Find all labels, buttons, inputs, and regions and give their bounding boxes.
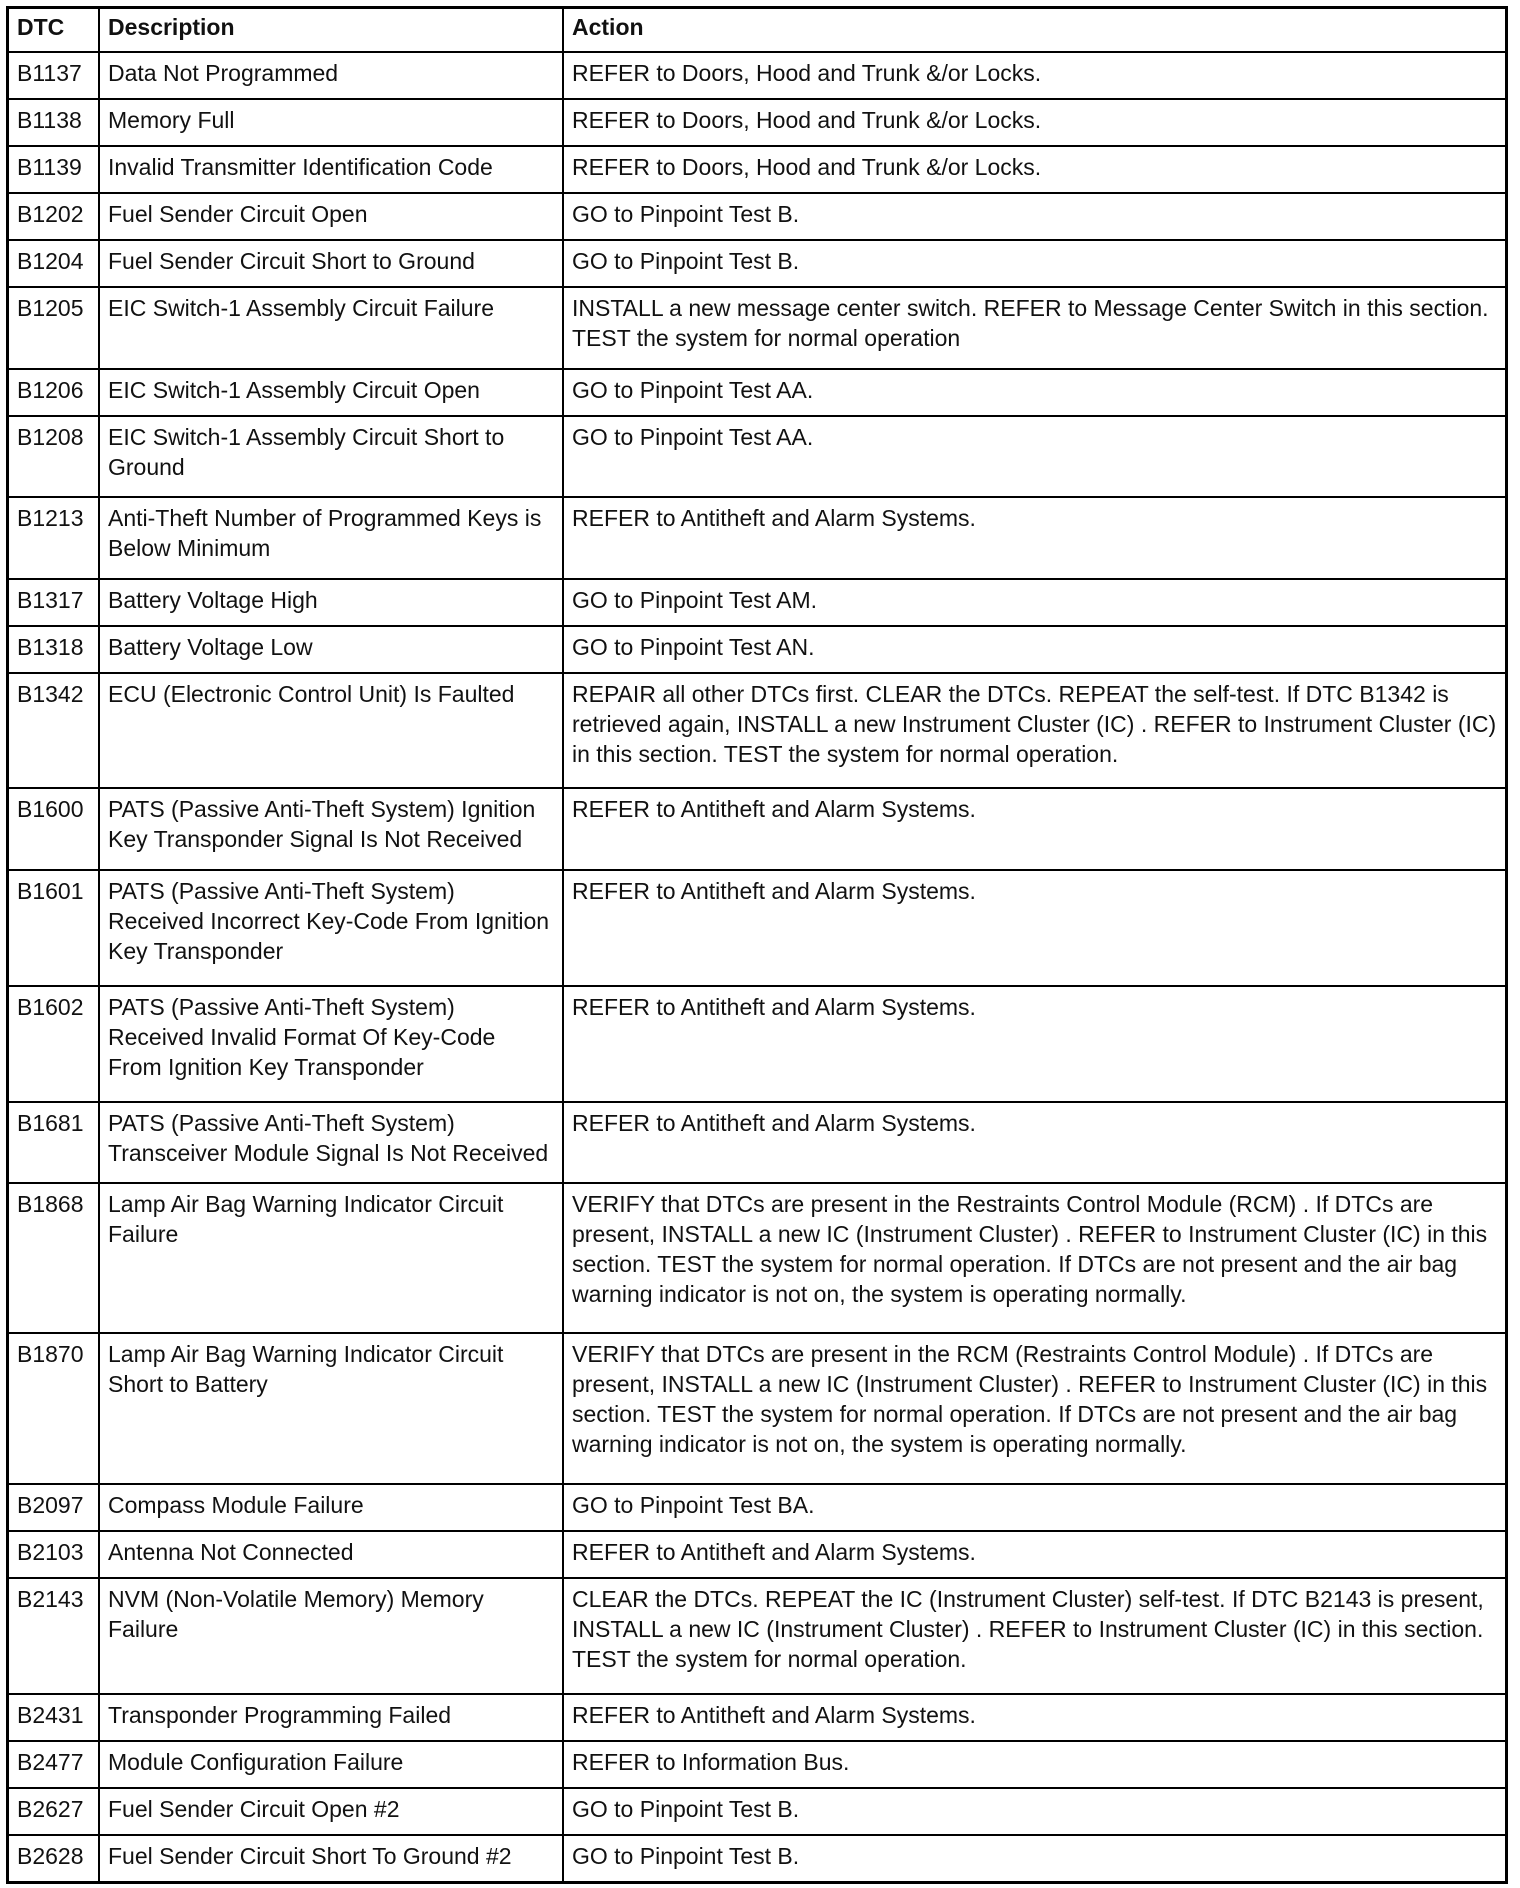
dtc-table	[9, 9, 1505, 1881]
table-row	[9, 287, 1505, 368]
table-row	[9, 1694, 1505, 1741]
cell-action: REFER to Antitheft and Alarm Systems.	[563, 788, 1505, 869]
cell-dtc-code: B2477	[9, 1741, 99, 1788]
cell-description: Compass Module Failure	[99, 1484, 563, 1531]
cell-dtc-code: B1204	[9, 240, 99, 287]
cell-description: Battery Voltage Low	[99, 626, 563, 673]
cell-action: REFER to Antitheft and Alarm Systems.	[563, 870, 1505, 986]
table-row	[9, 579, 1505, 626]
cell-action: GO to Pinpoint Test BA.	[563, 1484, 1505, 1531]
table-row	[9, 1333, 1505, 1483]
cell-description: EIC Switch-1 Assembly Circuit Failure	[99, 287, 563, 368]
cell-description: Fuel Sender Circuit Short to Ground	[99, 240, 563, 287]
cell-dtc-code: B1602	[9, 986, 99, 1102]
table-row	[9, 146, 1505, 193]
cell-action: REFER to Antitheft and Alarm Systems.	[563, 497, 1505, 578]
table-row	[9, 788, 1505, 869]
cell-dtc-code: B2103	[9, 1531, 99, 1578]
column-header-dtc: DTC	[9, 9, 99, 52]
cell-dtc-code: B1138	[9, 99, 99, 146]
table-row	[9, 1102, 1505, 1183]
table-body	[9, 52, 1505, 1881]
cell-dtc-code: B1137	[9, 52, 99, 99]
cell-action: REFER to Doors, Hood and Trunk &/or Locks.	[563, 99, 1505, 146]
cell-action: REFER to Antitheft and Alarm Systems.	[563, 1102, 1505, 1183]
cell-dtc-code: B1205	[9, 287, 99, 368]
table-row	[9, 99, 1505, 146]
table-row	[9, 52, 1505, 99]
cell-action: REFER to Antitheft and Alarm Systems.	[563, 1694, 1505, 1741]
cell-dtc-code: B1681	[9, 1102, 99, 1183]
table-row	[9, 1741, 1505, 1788]
cell-description: PATS (Passive Anti-Theft System) Transceiver Module Signal Is Not Received	[99, 1102, 563, 1183]
cell-action: VERIFY that DTCs are present in the Restraints Control Module (RCM) . If DTCs are present, INSTALL a new IC (Instrument Cluster) . REFER to Instrument Cluster (IC) in this section. TEST the system for normal operation. If DTCs are not present and the air bag warning indicator is not on, the system is operating normally.	[563, 1183, 1505, 1333]
table-row	[9, 1183, 1505, 1333]
cell-dtc-code: B1208	[9, 416, 99, 497]
table-row	[9, 626, 1505, 673]
cell-description: Battery Voltage High	[99, 579, 563, 626]
cell-dtc-code: B1202	[9, 193, 99, 240]
cell-dtc-code: B1600	[9, 788, 99, 869]
dtc-table-container	[6, 6, 1508, 1884]
table-row	[9, 193, 1505, 240]
table-row	[9, 1788, 1505, 1835]
cell-action: GO to Pinpoint Test AA.	[563, 416, 1505, 497]
table-row	[9, 240, 1505, 287]
column-header-description: Description	[99, 9, 563, 52]
table-row	[9, 1484, 1505, 1531]
cell-description: Fuel Sender Circuit Open #2	[99, 1788, 563, 1835]
cell-description: Lamp Air Bag Warning Indicator Circuit Short to Battery	[99, 1333, 563, 1483]
cell-action: GO to Pinpoint Test AA.	[563, 369, 1505, 416]
cell-action: CLEAR the DTCs. REPEAT the IC (Instrument Cluster) self-test. If DTC B2143 is present, INSTALL a new IC (Instrument Cluster) . REFER to Instrument Cluster (IC) in this section. TEST the system for normal operation.	[563, 1578, 1505, 1694]
cell-dtc-code: B1868	[9, 1183, 99, 1333]
cell-dtc-code: B2431	[9, 1694, 99, 1741]
cell-description: Memory Full	[99, 99, 563, 146]
cell-description: Fuel Sender Circuit Short To Ground #2	[99, 1835, 563, 1881]
cell-description: ECU (Electronic Control Unit) Is Faulted	[99, 673, 563, 789]
table-row	[9, 369, 1505, 416]
cell-action: GO to Pinpoint Test B.	[563, 1788, 1505, 1835]
cell-description: Lamp Air Bag Warning Indicator Circuit Failure	[99, 1183, 563, 1333]
cell-dtc-code: B1139	[9, 146, 99, 193]
table-row	[9, 986, 1505, 1102]
table-row	[9, 416, 1505, 497]
cell-dtc-code: B1870	[9, 1333, 99, 1483]
cell-dtc-code: B1318	[9, 626, 99, 673]
cell-action: GO to Pinpoint Test B.	[563, 240, 1505, 287]
cell-action: REFER to Antitheft and Alarm Systems.	[563, 1531, 1505, 1578]
cell-dtc-code: B2097	[9, 1484, 99, 1531]
cell-description: Fuel Sender Circuit Open	[99, 193, 563, 240]
cell-dtc-code: B1213	[9, 497, 99, 578]
cell-dtc-code: B2143	[9, 1578, 99, 1694]
cell-description: PATS (Passive Anti-Theft System) Received Incorrect Key-Code From Ignition Key Transponder	[99, 870, 563, 986]
table-row	[9, 1531, 1505, 1578]
cell-action: REPAIR all other DTCs first. CLEAR the DTCs. REPEAT the self-test. If DTC B1342 is retrieved again, INSTALL a new Instrument Cluster (IC) . REFER to Instrument Cluster (IC) in this section. TEST the system for normal operation.	[563, 673, 1505, 789]
cell-description: EIC Switch-1 Assembly Circuit Short to Ground	[99, 416, 563, 497]
cell-description: Transponder Programming Failed	[99, 1694, 563, 1741]
table-row	[9, 1835, 1505, 1881]
cell-dtc-code: B1206	[9, 369, 99, 416]
cell-dtc-code: B2627	[9, 1788, 99, 1835]
cell-action: GO to Pinpoint Test AN.	[563, 626, 1505, 673]
cell-dtc-code: B1342	[9, 673, 99, 789]
cell-dtc-code: B1601	[9, 870, 99, 986]
table-row	[9, 870, 1505, 986]
cell-description: Invalid Transmitter Identification Code	[99, 146, 563, 193]
cell-description: Data Not Programmed	[99, 52, 563, 99]
column-header-action: Action	[563, 9, 1505, 52]
table-header-row	[9, 9, 1505, 52]
cell-action: REFER to Antitheft and Alarm Systems.	[563, 986, 1505, 1102]
cell-action: VERIFY that DTCs are present in the RCM (Restraints Control Module) . If DTCs are present, INSTALL a new IC (Instrument Cluster) . REFER to Instrument Cluster (IC) in this section. TEST the system for normal operation. If DTCs are not present and the air bag warning indicator is not on, the system is operating normally.	[563, 1333, 1505, 1483]
cell-action: REFER to Doors, Hood and Trunk &/or Locks.	[563, 52, 1505, 99]
cell-description: Anti-Theft Number of Programmed Keys is Below Minimum	[99, 497, 563, 578]
cell-action: REFER to Doors, Hood and Trunk &/or Locks.	[563, 146, 1505, 193]
cell-action: INSTALL a new message center switch. REFER to Message Center Switch in this section. TEST the system for normal operation	[563, 287, 1505, 368]
table-row	[9, 673, 1505, 789]
table-row	[9, 497, 1505, 578]
cell-action: GO to Pinpoint Test AM.	[563, 579, 1505, 626]
cell-action: GO to Pinpoint Test B.	[563, 1835, 1505, 1881]
cell-description: EIC Switch-1 Assembly Circuit Open	[99, 369, 563, 416]
cell-description: NVM (Non-Volatile Memory) Memory Failure	[99, 1578, 563, 1694]
cell-dtc-code: B2628	[9, 1835, 99, 1881]
cell-description: Antenna Not Connected	[99, 1531, 563, 1578]
cell-dtc-code: B1317	[9, 579, 99, 626]
cell-action: REFER to Information Bus.	[563, 1741, 1505, 1788]
cell-description: PATS (Passive Anti-Theft System) Received Invalid Format Of Key-Code From Ignition Key Transponder	[99, 986, 563, 1102]
cell-description: PATS (Passive Anti-Theft System) Ignition Key Transponder Signal Is Not Received	[99, 788, 563, 869]
table-row	[9, 1578, 1505, 1694]
cell-action: GO to Pinpoint Test B.	[563, 193, 1505, 240]
cell-description: Module Configuration Failure	[99, 1741, 563, 1788]
